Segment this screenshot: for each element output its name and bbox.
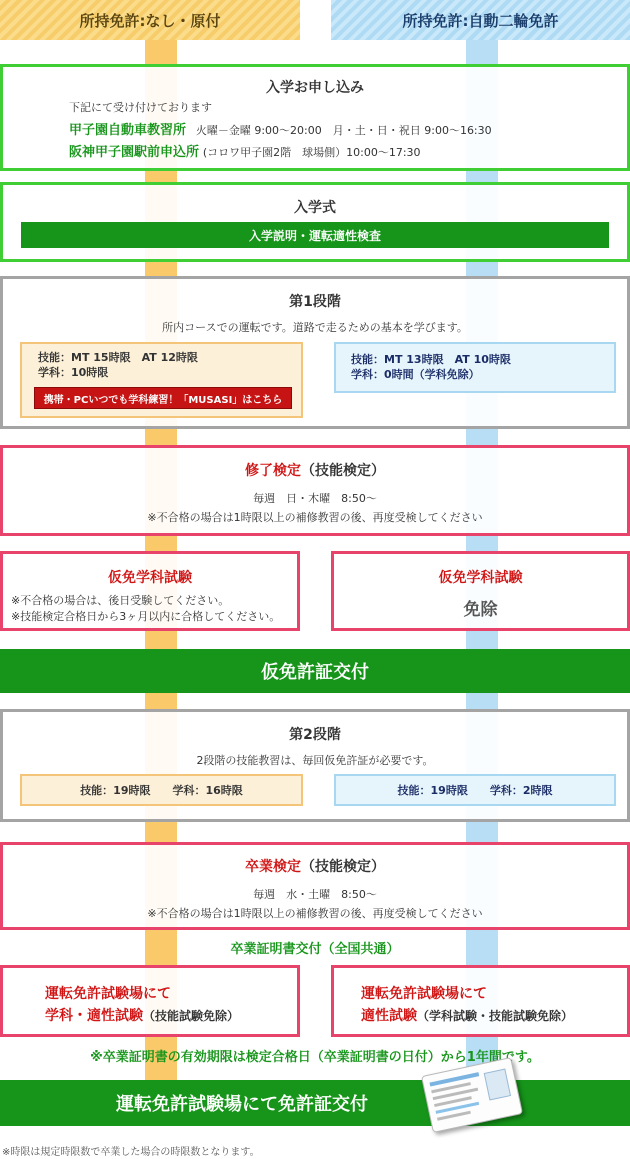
completion-exam-schedule: 毎週 日・木曜 8:50～: [253, 492, 377, 505]
provisional-theory-right-title: 仮免学科試験: [438, 570, 523, 586]
provisional-theory-left-box: [0, 551, 300, 631]
ceremony-title: 入学式: [294, 200, 336, 216]
final-right-line1: 運転免許試験場にて: [361, 986, 487, 1002]
graduation-exam-title: [3, 856, 627, 876]
footnote: ※時限は規定時限数で卒業した場合の時限数となります。: [2, 1147, 260, 1158]
stage2-left-text: 技能：19時限 学科：16時限: [80, 783, 243, 797]
stage1-left-panel: [20, 342, 303, 418]
completion-exam-title-rest: （技能検定）: [301, 463, 385, 479]
stage1-title: 第1段階: [289, 294, 341, 310]
final-left-line2-highlight: 学科・適性試験: [45, 1008, 143, 1024]
stage1-right-theory: 学科：0時間（学科免除）: [351, 368, 480, 381]
final-left-box: [0, 965, 300, 1037]
completion-exam-title-highlight: 修了検定: [245, 463, 301, 479]
stage2-box: [0, 709, 630, 822]
graduation-exam-title-highlight: 卒業検定: [245, 859, 301, 875]
stage1-left-skill: 技能：MT 15時限 AT 12時限: [38, 351, 198, 364]
stage1-box: [0, 276, 630, 429]
final-left-line2-rest: （技能試験免除）: [143, 1009, 240, 1023]
graduation-certificate-label: 卒業証明書交付（全国共通）: [230, 942, 400, 957]
final-right-box: [331, 965, 630, 1037]
enrollment-title: 入学お申し込み: [266, 80, 364, 96]
stage1-description: 所内コースでの運転です。道路で走るための基本を学びます。: [162, 321, 468, 334]
stage2-left-panel: [20, 774, 303, 806]
ceremony-box: [0, 182, 630, 262]
stage1-right-panel: [334, 342, 616, 393]
completion-exam-box: [0, 445, 630, 536]
stage2-title: 第2段階: [289, 727, 341, 743]
final-right-line2-highlight: 適性試験: [361, 1008, 417, 1024]
stage2-right-panel: [334, 774, 616, 806]
column-header-motorcycle-license: 所持免許:自動二輪免許: [331, 0, 630, 40]
provisional-theory-right-box: [331, 551, 630, 631]
column-header-no-license: 所持免許:なし・原付: [0, 0, 300, 40]
validity-note: ※卒業証明書の有効期限は検定合格日（卒業証明書の日付）から1年間です。: [90, 1050, 540, 1065]
school-hours: 火曜－金曜 9:00～20:00 月・土・日・祝日 9:00～16:30: [195, 124, 492, 137]
license-issue-bar: [0, 1080, 630, 1126]
stage2-description: 2段階の技能教習は、毎回仮免許証が必要です。: [196, 754, 434, 767]
graduation-exam-box: [0, 842, 630, 930]
ceremony-bar: 入学説明・運転適性検査: [21, 222, 609, 248]
station-office-hours: (コロワ甲子園2階 球場側）10:00～17:30: [202, 146, 421, 159]
provisional-theory-exempt: 免除: [463, 600, 498, 620]
completion-exam-note: ※不合格の場合は1時限以上の補修教習の後、再度受検してください: [147, 511, 483, 524]
stage1-right-skill: 技能：MT 13時限 AT 10時限: [351, 353, 511, 366]
enrollment-box: [0, 64, 630, 171]
license-issue-text: 運転免許試験場にて免許証交付: [116, 1094, 368, 1115]
graduation-exam-note: ※不合格の場合は1時限以上の補修教習の後、再度受検してください: [147, 907, 483, 920]
provisional-theory-note2: ※技能検定合格日から3ヶ月以内に合格してください。: [11, 610, 281, 623]
final-left-line1: 運転免許試験場にて: [45, 986, 171, 1002]
stage2-right-text: 技能：19時限 学科：2時限: [397, 783, 553, 797]
graduation-exam-title-rest: （技能検定）: [301, 859, 385, 875]
provisional-theory-left-title: 仮免学科試験: [108, 570, 192, 586]
musasi-button[interactable]: 携帯・PCいつでも学科練習！「MUSASI」はこちら: [34, 387, 292, 409]
enrollment-intro: 下記にて受け付けております: [69, 101, 212, 114]
final-right-line2-rest: （学科試験・技能試験免除）: [417, 1009, 574, 1023]
provisional-theory-note1: ※不合格の場合は、後日受験してください。: [11, 594, 230, 607]
station-office-name[interactable]: 阪神甲子園駅前申込所: [69, 145, 200, 160]
stage1-left-theory: 学科：10時限: [38, 366, 109, 379]
graduation-exam-schedule: 毎週 水・土曜 8:50～: [253, 888, 377, 901]
completion-exam-title: [3, 460, 627, 480]
provisional-license-bar: 仮免許証交付: [0, 649, 630, 693]
school-name[interactable]: 甲子園自動車教習所: [69, 123, 187, 138]
